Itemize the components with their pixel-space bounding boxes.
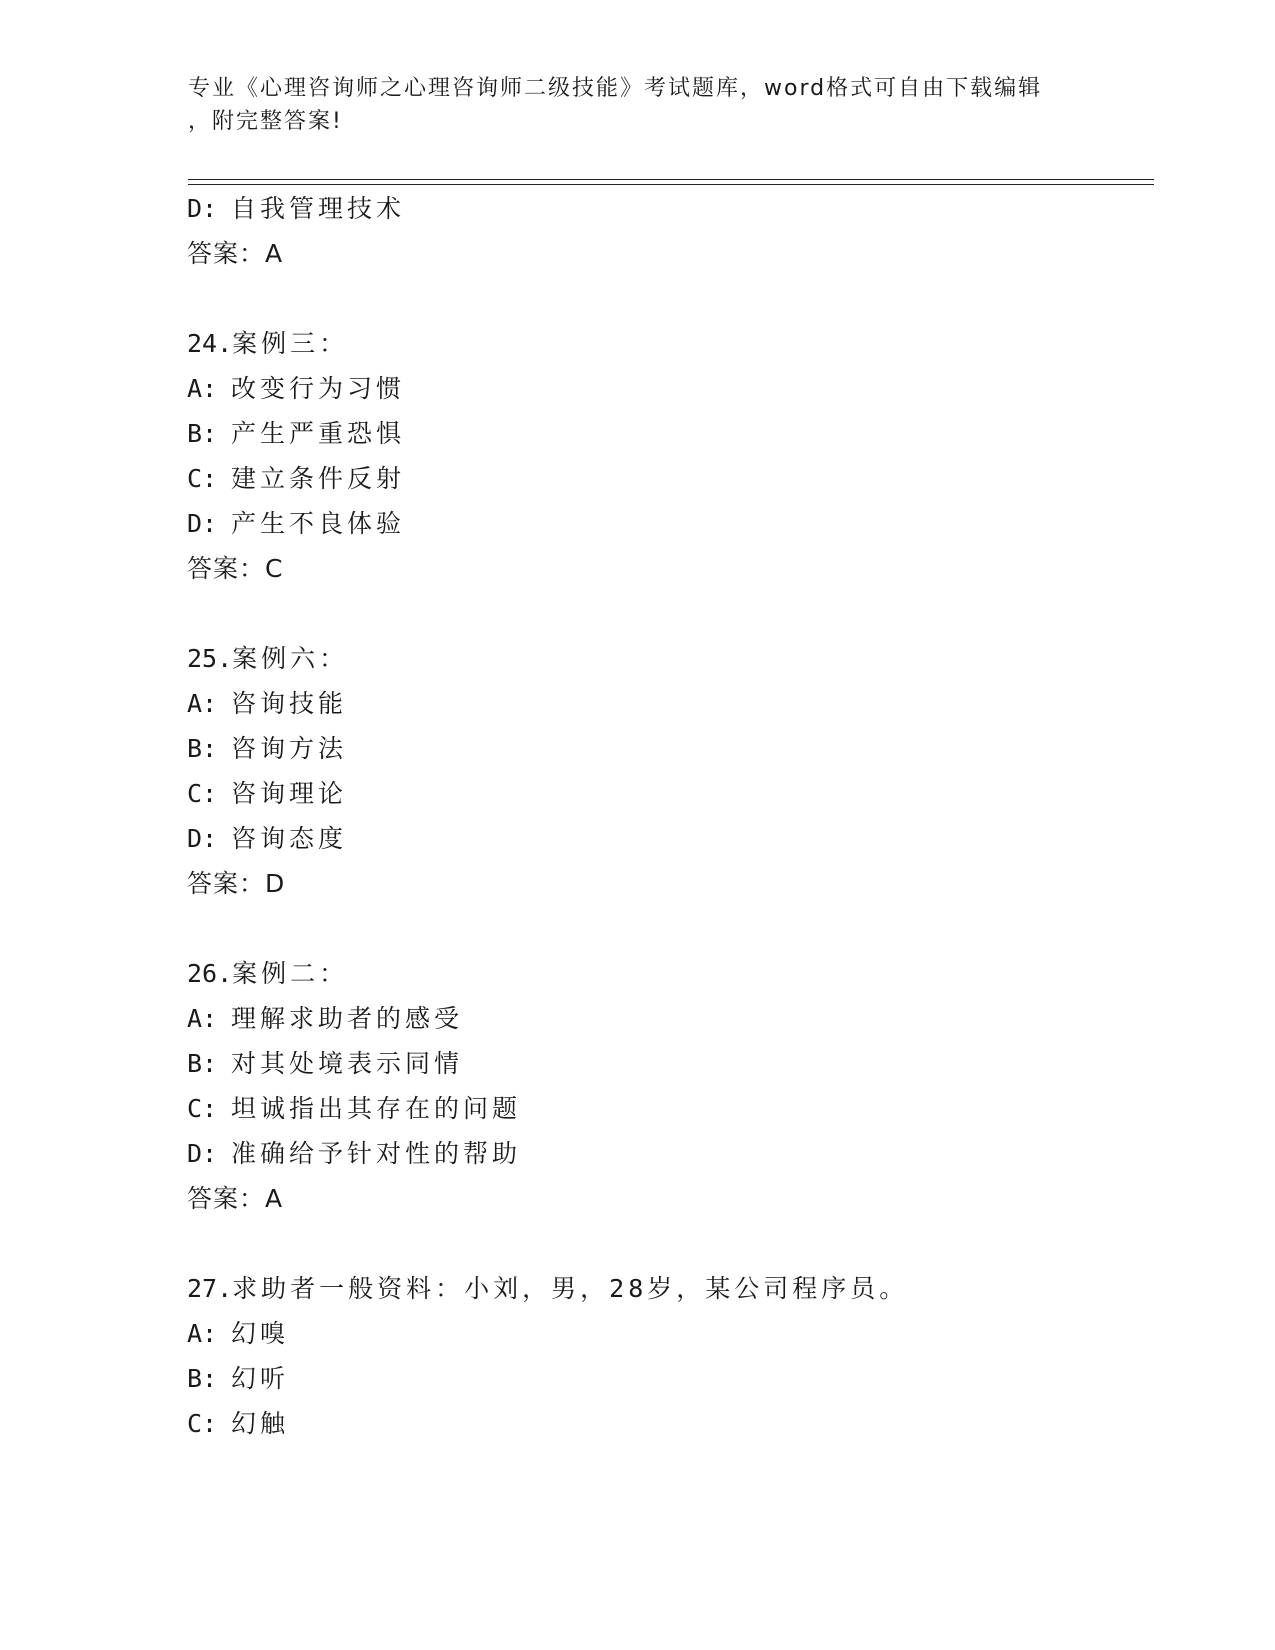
option-text: 建立条件反射 bbox=[231, 464, 406, 493]
option-line bbox=[187, 509, 405, 539]
question-text: 求助者一般资料：小刘，男，28岁，某公司程序员。 bbox=[232, 1274, 909, 1303]
question-text: 案例二： bbox=[232, 959, 349, 988]
option-line bbox=[187, 374, 405, 404]
option-label: D: bbox=[187, 1139, 218, 1168]
question-text: 案例六： bbox=[232, 644, 349, 673]
answer-line: 答案：A bbox=[187, 239, 284, 268]
option-line bbox=[187, 1364, 289, 1394]
option-label: C: bbox=[187, 779, 218, 808]
option-line bbox=[187, 1319, 289, 1349]
option-label: C: bbox=[187, 464, 218, 493]
option-line bbox=[187, 1409, 289, 1439]
option-label: D: bbox=[187, 194, 218, 223]
option-text: 咨询方法 bbox=[231, 734, 348, 763]
option-text: 准确给予针对性的帮助 bbox=[231, 1139, 522, 1168]
option-text: 产生不良体验 bbox=[231, 509, 406, 538]
option-line bbox=[187, 419, 405, 449]
option-label: D: bbox=[187, 824, 218, 853]
option-label: C: bbox=[187, 1094, 218, 1123]
option-text: 坦诚指出其存在的问题 bbox=[231, 1094, 522, 1123]
option-line bbox=[187, 464, 405, 494]
option-text: 理解求助者的感受 bbox=[231, 1004, 464, 1033]
option-label: A: bbox=[187, 1004, 218, 1033]
option-text: 幻触 bbox=[231, 1409, 290, 1438]
question-title bbox=[187, 644, 348, 674]
option-label: B: bbox=[187, 734, 218, 763]
option-label: D: bbox=[187, 509, 218, 538]
question-number: 27. bbox=[187, 1274, 233, 1303]
option-text: 咨询技能 bbox=[231, 689, 348, 718]
answer-line: 答案：D bbox=[187, 869, 286, 898]
question-title bbox=[187, 959, 348, 989]
option-line bbox=[187, 194, 405, 224]
option-line bbox=[187, 1049, 463, 1079]
question-number: 24. bbox=[187, 329, 233, 358]
option-label: B: bbox=[187, 419, 218, 448]
option-label: A: bbox=[187, 374, 218, 403]
option-text: 对其处境表示同情 bbox=[231, 1049, 464, 1078]
header-divider-bottom bbox=[188, 184, 1154, 185]
option-label: A: bbox=[187, 1319, 218, 1348]
question-text: 案例三： bbox=[232, 329, 349, 358]
option-text: 改变行为习惯 bbox=[231, 374, 406, 403]
option-text: 幻听 bbox=[231, 1364, 290, 1393]
option-text: 自我管理技术 bbox=[231, 194, 406, 223]
option-line bbox=[187, 1004, 463, 1034]
header-divider-top bbox=[188, 179, 1154, 180]
option-text: 咨询理论 bbox=[231, 779, 348, 808]
header-title-line1: 专业《心理咨询师之心理咨询师二级技能》考试题库，word格式可自由下载编辑 bbox=[188, 76, 1043, 101]
question-title bbox=[187, 329, 348, 359]
option-label: B: bbox=[187, 1049, 218, 1078]
option-line bbox=[187, 1139, 521, 1169]
document-header bbox=[188, 72, 1088, 138]
option-line bbox=[187, 824, 347, 854]
option-text: 咨询态度 bbox=[231, 824, 348, 853]
option-label: B: bbox=[187, 1364, 218, 1393]
option-line bbox=[187, 1094, 521, 1124]
option-label: C: bbox=[187, 1409, 218, 1438]
option-line bbox=[187, 779, 347, 809]
question-title bbox=[187, 1274, 908, 1304]
question-number: 26. bbox=[187, 959, 233, 988]
answer-line: 答案：A bbox=[187, 1184, 284, 1213]
option-line bbox=[187, 689, 347, 719]
option-line bbox=[187, 734, 347, 764]
header-title-line2: ，附完整答案! bbox=[188, 109, 343, 134]
answer-line: 答案：C bbox=[187, 554, 284, 583]
option-text: 幻嗅 bbox=[231, 1319, 290, 1348]
option-label: A: bbox=[187, 689, 218, 718]
option-text: 产生严重恐惧 bbox=[231, 419, 406, 448]
question-number: 25. bbox=[187, 644, 233, 673]
